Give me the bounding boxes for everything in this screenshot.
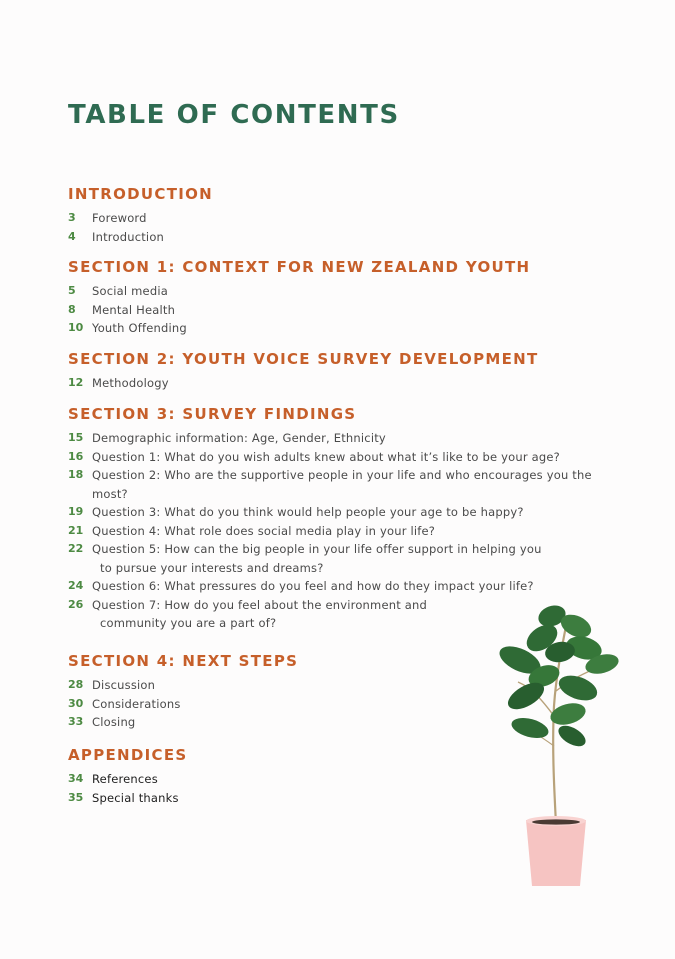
entry-title: Special thanks xyxy=(92,790,179,805)
toc-entry[interactable] xyxy=(68,319,608,338)
toc-entry[interactable] xyxy=(68,466,608,503)
page-number: 3 xyxy=(68,211,76,224)
entry-title: Considerations xyxy=(92,696,181,711)
entry-title: Question 6: What pressures do you feel and how do they impact your life? xyxy=(92,579,534,593)
entry-title: Introduction xyxy=(92,229,165,244)
toc-entry[interactable] xyxy=(68,540,608,577)
page-number: 12 xyxy=(68,376,84,389)
entry-title: References xyxy=(92,772,158,786)
page-number: 5 xyxy=(68,284,76,297)
toc-entry[interactable] xyxy=(68,301,608,320)
page-number: 21 xyxy=(68,523,84,537)
section-introduction xyxy=(68,185,608,246)
section-context xyxy=(68,258,608,338)
toc-entry[interactable] xyxy=(68,503,608,522)
section-heading: SECTION 3: SURVEY FINDINGS xyxy=(68,405,357,423)
page-number: 28 xyxy=(68,678,84,691)
entry-title-line: Question 2: Who are the supportive people in your life and who encourages you the xyxy=(92,468,592,482)
section-heading: SECTION 4: NEXT STEPS xyxy=(68,652,299,670)
toc-entry[interactable] xyxy=(68,209,608,228)
entry-title-line: Question 7: How do you feel about the environment and xyxy=(92,597,428,612)
entry-title: Methodology xyxy=(92,376,169,390)
entry-title: Mental Health xyxy=(92,302,176,317)
entry-title: Question 1: What do you wish adults knew about what it’s like to be your age? xyxy=(92,449,560,464)
page-number: 30 xyxy=(68,696,84,710)
entry-title xyxy=(92,596,427,633)
page-title: TABLE OF CONTENTS xyxy=(68,100,400,130)
page-number: 24 xyxy=(68,579,84,592)
potted-plant-illustration xyxy=(490,596,625,892)
entry-title: Social media xyxy=(92,284,168,298)
page-number: 8 xyxy=(68,302,76,316)
entry-title: Demographic information: Age, Gender, Ethnicity xyxy=(92,431,386,445)
page-number: 35 xyxy=(68,790,84,804)
section-heading: APPENDICES xyxy=(68,746,188,764)
page-number: 10 xyxy=(68,321,84,334)
entry-title-line: to pursue your interests and dreams? xyxy=(100,560,324,575)
section-heading: INTRODUCTION xyxy=(68,185,214,203)
entry-title: Discussion xyxy=(92,678,156,692)
toc-entry[interactable] xyxy=(68,282,608,301)
entry-title-line: Question 5: How can the big people in your life offer support in helping you xyxy=(92,542,542,556)
section-heading: SECTION 2: YOUTH VOICE SURVEY DEVELOPMENT xyxy=(68,350,539,368)
page-number: 22 xyxy=(68,542,84,555)
page-number: 18 xyxy=(68,468,84,481)
page-number: 34 xyxy=(68,772,84,785)
entry-title-line: community you are a part of? xyxy=(100,616,277,630)
page-number: 26 xyxy=(68,597,84,611)
toc-entry[interactable] xyxy=(68,577,608,596)
toc-entry[interactable] xyxy=(68,448,608,467)
page-number: 33 xyxy=(68,715,84,728)
toc-entry[interactable] xyxy=(68,228,608,247)
toc-entry[interactable] xyxy=(68,522,608,541)
page-number: 15 xyxy=(68,431,84,444)
page-number: 16 xyxy=(68,449,84,463)
toc-entry[interactable] xyxy=(68,374,608,393)
entry-title: Youth Offending xyxy=(92,321,187,335)
section-survey-development xyxy=(68,350,608,393)
entry-title: Closing xyxy=(92,715,136,729)
entry-title: Foreword xyxy=(92,211,147,225)
entry-title xyxy=(92,540,542,577)
section-heading: SECTION 1: CONTEXT FOR NEW ZEALAND YOUTH xyxy=(68,258,531,276)
page-number: 19 xyxy=(68,505,84,518)
entry-title: Question 4: What role does social media play in your life? xyxy=(92,523,436,538)
page-number: 4 xyxy=(68,229,76,243)
entry-title: Question 3: What do you think would help people your age to be happy? xyxy=(92,505,524,519)
entry-title-line: most? xyxy=(92,486,128,501)
toc-entry[interactable] xyxy=(68,429,608,448)
entry-title xyxy=(92,466,592,503)
